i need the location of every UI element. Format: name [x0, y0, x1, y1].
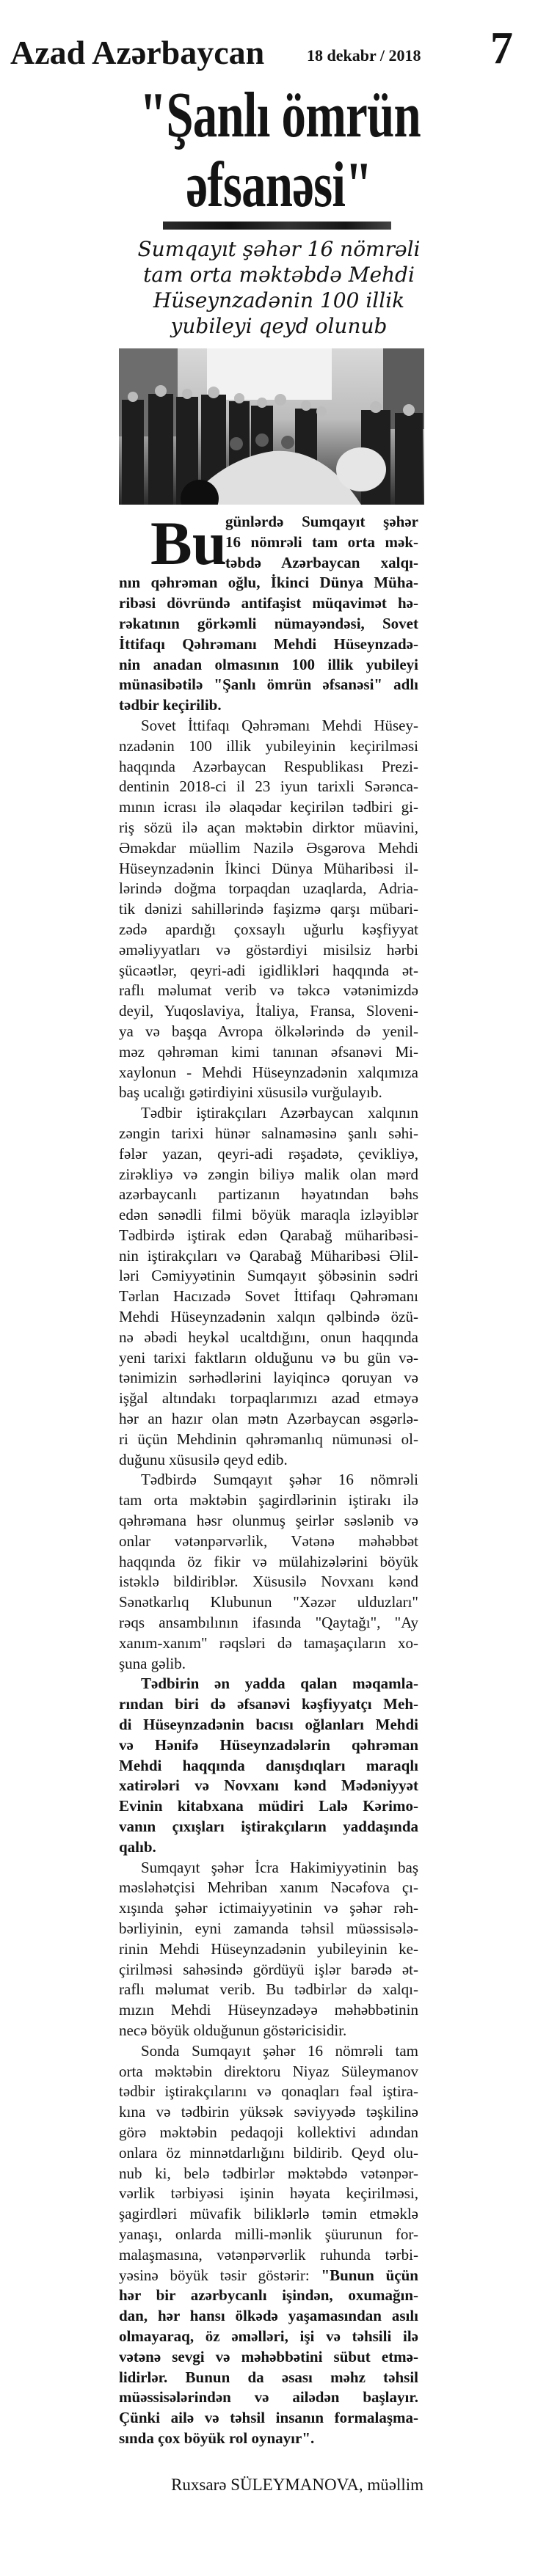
text-line-content: Hüseynzadənin İkinci Dünya Müharibəsi il-	[119, 859, 418, 877]
text-line-content: malaşmasına, vətənpərvərlik ruhunda tərbi-	[119, 2245, 418, 2264]
text-line-content: İttifaqı Qəhrəmanı Mehdi Hüseynzadə-	[119, 634, 418, 653]
text-line	[119, 2204, 418, 2225]
text-line-content: lidirlər. Bunun da əsası məhz təhsil	[119, 2368, 418, 2386]
text-line-content: mının icrası ilə əlaqədar keçirilən tədbiri gi-	[119, 798, 418, 816]
text-line	[119, 573, 418, 593]
text-line-content: Çünki ailə və təhsil insanın formalaşma-	[119, 2409, 418, 2427]
text-line-content: rəqs ansambılının ifasında "Qaytağı", "Ay	[119, 1614, 418, 1632]
text-line-content: tik dənizi sahillərində faşizmə qarşı mübari-	[119, 900, 418, 918]
text-line-content: ləri Cəmiyyətinin Sumqayıt şöbəsinin sədri	[119, 1267, 418, 1285]
text-line-content: Evinin kitabxana müdiri Lalə Kərimo-	[119, 1797, 418, 1815]
paragraph	[119, 1858, 418, 2041]
text-line	[119, 1470, 418, 1490]
text-line-content: Sumqayıt şəhər İcra Hakimiyyətinin baş	[141, 1858, 418, 1876]
text-line	[119, 1144, 418, 1165]
text-line-content: Sonda Sumqayıt şəhər 16 nömrəli tam	[141, 2041, 418, 2060]
text-line	[119, 1165, 418, 1185]
page-number: 7	[490, 23, 513, 73]
text-line-content: yeni tarixi faktların olduğunu və bu gün və-	[119, 1348, 418, 1366]
text-segment: yəsinə böyük təsir göstərir:	[119, 2266, 321, 2284]
text-line	[119, 1103, 418, 1124]
text-line	[119, 1776, 418, 1796]
event-photo	[119, 348, 424, 505]
text-line-content: nin iştirakçıları və Qarabağ Müharibəsi Əlil-	[119, 1246, 418, 1265]
title-separator-bar	[163, 222, 391, 230]
paragraph	[119, 509, 418, 716]
newspaper-name: Azad Azərbaycan	[10, 34, 265, 71]
text-line	[119, 1735, 418, 1756]
text-line	[119, 1960, 418, 1980]
text-line	[119, 1063, 418, 1083]
text-line-content: tədbir iştirakçılarını və qonaqları fəal iştira-	[119, 2082, 418, 2101]
text-line	[119, 1287, 418, 1307]
text-line-content: şagirdləri müvafik biliklərlə təmin etməklə	[119, 2205, 418, 2223]
text-line-content: xatirələri və Novxanı kənd Mədəniyyət	[119, 1777, 418, 1795]
text-line-content: zədə apardığı çoxsaylı uğurlu kəşfiyyat	[119, 920, 418, 938]
text-line	[119, 675, 418, 695]
text-line-content: qalıb.	[119, 1837, 156, 1856]
text-line	[119, 1756, 418, 1777]
text-line	[119, 940, 418, 961]
text-line	[119, 2184, 418, 2204]
text-line	[119, 2347, 418, 2368]
text-line-content: təbdə Azərbaycan xalqı-	[225, 553, 418, 571]
text-line	[119, 2245, 418, 2266]
text-line	[119, 1124, 418, 1144]
text-line-content: hər an hazır olan mətn Azərbaycan əsgərlə-	[119, 1410, 418, 1428]
text-line-content: baş ucalığı gətirdiyini xüsusilə vurğulayıb.	[119, 1083, 382, 1102]
text-line	[119, 2000, 418, 2021]
article-title	[95, 81, 462, 220]
text-line	[119, 2041, 418, 2062]
text-line-content: münasibətilə "Şanlı ömrün əfsanəsi" adlı	[119, 676, 418, 694]
text-line-content: dentinin 2018-ci il 23 iyun tarixli Sərənca-	[119, 777, 418, 796]
text-line-content: Sovet İttifaqı Qəhrəmanı Mehdi Hüsey-	[141, 716, 418, 734]
text-line-content: riş sözü ilə açan məktəbin dirktor müavini,	[119, 818, 418, 836]
text-line	[119, 1633, 418, 1654]
text-line-content: onlar vətənpərvərlik, Vətənə məhəbbət	[119, 1532, 418, 1550]
text-line	[119, 1348, 418, 1369]
text-line-content: olmayaraq, öz əməlləri, işi və təhsili ilə	[119, 2327, 418, 2345]
text-line-content	[119, 2266, 418, 2286]
text-line-content: orta məktəbin direktoru Niyaz Süleymanov	[119, 2062, 418, 2080]
text-line-content: görə məktəbin pedaqoji kollektivi adından	[119, 2123, 418, 2141]
paragraph	[119, 1103, 418, 1470]
text-line-content: və Hənifə Hüseynzadələrin qəhrəman	[119, 1735, 418, 1754]
text-line	[119, 1715, 418, 1735]
text-line-content: onlara öz minnətdarlığını bildirib. Qeyd olu-	[119, 2143, 418, 2162]
text-line	[119, 920, 418, 940]
text-line-content: Tərlan Hacızadə Sovet İttifaqı Qəhrəmanı	[119, 1287, 418, 1306]
text-line	[119, 1532, 418, 1552]
text-line-content: duğunu xüsusilə qeyd edib.	[119, 1450, 288, 1468]
text-line	[119, 961, 418, 981]
issue-date: 18 dekabr / 2018	[307, 46, 421, 65]
article-subtitle	[110, 236, 448, 339]
text-line	[119, 553, 418, 574]
text-line	[119, 1001, 418, 1022]
text-line-content: Tədbirdə iştirak edən Qarabağ müharibəsi-	[119, 1226, 418, 1244]
text-line-content: necə böyük olduğunun göstəricisidir.	[119, 2021, 347, 2039]
text-line	[119, 1572, 418, 1592]
text-line	[119, 1552, 418, 1573]
title-line: "Şanlı ömrün	[139, 80, 421, 151]
drop-cap: Bu	[150, 509, 227, 578]
text-line-content: Sənətkarlıq Klubunun "Xəzər ulduzları"	[119, 1593, 418, 1611]
text-line-content: azərbaycanlı partizanın həyatından bəhs	[119, 1185, 418, 1204]
text-line	[119, 1939, 418, 1960]
text-line-content: tədbir keçirilib.	[119, 696, 222, 714]
text-line	[119, 1083, 418, 1103]
text-line	[119, 1858, 418, 1878]
text-line-content: nzadənin 100 illik yubileyinin keçirilməsi	[119, 736, 418, 755]
text-line	[119, 695, 418, 716]
text-line-content: müəssisələrindən və ailədən başlayır.	[119, 2388, 418, 2407]
text-line-content: vətənə sevgi və məhəbbətini sübut etmə-	[119, 2347, 418, 2365]
text-line	[119, 2387, 418, 2408]
text-line-content: bərliyinin, eyni zamanda təhsil müəssisələ-	[119, 1919, 418, 1937]
text-line	[119, 716, 418, 736]
text-line	[119, 2143, 418, 2164]
text-line-content: çirilməsi sahəsində gördüyü işlər barədə ət-	[119, 1960, 418, 1978]
text-line-content: zəngin tarixi hünər salnaməsinə şanlı səhi-	[119, 1124, 418, 1142]
text-line	[119, 2408, 418, 2429]
text-line-content: edən sənədli filmi böyük maraqla izləyiblər	[119, 1206, 418, 1224]
paragraph	[119, 2041, 418, 2449]
text-line-content: haqqında öz fikir və mülahizələrini böyük	[119, 1552, 418, 1570]
text-line	[119, 533, 418, 553]
text-line-content: di Hüseynzadənin bacısı oğlanları Mehdi	[119, 1716, 418, 1734]
text-line-content: Tədbirdə Sumqayıt şəhər 16 nömrəli	[141, 1471, 418, 1489]
text-line	[119, 2102, 418, 2123]
text-line	[119, 1185, 418, 1205]
text-line-content: deyil, Yuqoslaviya, İtaliya, Fransa, Sloveni-	[119, 1002, 418, 1020]
quote-bold-segment: "Bunun üçün	[321, 2266, 418, 2284]
author-signature: Ruxsarə SÜLEYMANOVA, müəllim	[171, 2476, 423, 2494]
text-line-content: raflı məlumat verib və təkcə vətənimizdə	[119, 981, 418, 1000]
article-body	[119, 509, 418, 2449]
text-line-content: Tədbir iştirakçıları Azərbaycan xalqının	[141, 1104, 418, 1122]
text-line-content: Mehdi Hüseynzadənin xalqın qəlbində özü-	[119, 1308, 418, 1326]
text-line	[119, 1980, 418, 2000]
text-line-content: raflı məlumat verib. Bu tədbirlər də xalqı-	[119, 1980, 418, 1999]
text-line	[119, 2368, 418, 2388]
text-line	[119, 777, 418, 797]
text-line	[119, 2164, 418, 2184]
text-line	[119, 1654, 418, 1675]
text-line	[119, 1613, 418, 1633]
text-line-content: işğal altındakı torpaqlarımızı azad etməyə	[119, 1389, 418, 1408]
text-line	[119, 1511, 418, 1532]
text-line-content: şücaətlər, qeyri-adi igidlikləri haqqında ət-	[119, 961, 418, 979]
text-line	[119, 1837, 418, 1858]
text-line	[119, 1919, 418, 1939]
text-line-content: ri üçün Mehdinin qəhrəmanlıq nümunəsi ol-	[119, 1430, 418, 1448]
text-line	[119, 1266, 418, 1287]
text-line-content: kına və tədbirin yüksək səviyyədə təşkilinə	[119, 2103, 418, 2121]
text-line	[119, 2021, 418, 2041]
text-line	[119, 899, 418, 920]
text-line	[119, 879, 418, 899]
text-line	[119, 1817, 418, 1837]
text-line-content: tənimizin sərhədlərini layiqincə qoruyan və	[119, 1369, 418, 1387]
text-line-content: mızın Mehdi Hüseynzadəyə məhəbbətinin	[119, 2001, 418, 2019]
text-line-content: Tədbirin ən yadda qalan məqamla-	[141, 1675, 418, 1693]
text-line	[119, 1022, 418, 1042]
text-line-content: rinin Mehdi Hüseynzadənin yubileyinin ke-	[119, 1939, 418, 1958]
text-line-content: dan, hər hansı ölkədə yaşamasından asılı	[119, 2307, 418, 2325]
text-line-content: 16 nömrəli tam orta mək-	[225, 533, 418, 551]
text-line-content: nə əbədi heykəl ucaltdığını, onun haqqında	[119, 1328, 418, 1346]
text-line-content: vərlik tərbiyəsi işinin həyata keçirilməsi,	[119, 2184, 418, 2203]
text-line-content: xaylonun - Mehdi Hüseynzadənin xalqımıza	[119, 1063, 418, 1081]
text-line	[119, 593, 418, 614]
text-line	[119, 2123, 418, 2143]
text-line	[119, 1450, 418, 1471]
text-line	[119, 1368, 418, 1388]
text-line-content: lərində doğma torpaqdan uzaqlarda, Adria-	[119, 879, 418, 898]
subtitle-line: Sumqayıt şəhər 16 nömrəli	[137, 237, 421, 261]
text-line	[119, 655, 418, 676]
subtitle-line: yubileyi qeyd olunub	[170, 314, 388, 338]
text-line-content: qəhrəmana həsr olunmuş şeirlər səslənib və	[119, 1512, 418, 1530]
title-line: əfsanəsi"	[186, 150, 372, 221]
text-line-content: rından biri də əfsanəvi kəşfiyyatçı Meh-	[119, 1695, 418, 1713]
text-line-content: məsləhətçisi Mehriban xanım Nəcəfova çı-	[119, 1878, 418, 1897]
text-line	[119, 1328, 418, 1348]
text-line	[119, 2266, 418, 2286]
text-line	[119, 797, 418, 818]
text-line	[119, 757, 418, 777]
text-line	[119, 2225, 418, 2245]
text-line	[119, 1878, 418, 1898]
text-line	[119, 2429, 418, 2449]
text-line-content: əməliyyatları və göstərdiyi misilsiz hərbi	[119, 940, 418, 959]
text-line	[119, 1694, 418, 1715]
text-line-content: yanaşı, onlarda milli-mənlik şüurunun for-	[119, 2225, 418, 2243]
text-line-content: istəklə bildiriblər. Xüsusilə Novxanı kənd	[119, 1573, 418, 1591]
text-line	[119, 1490, 418, 1511]
text-line-content: xışında şəhər ictimaiyyətinin və şəhər rəh-	[119, 1899, 418, 1917]
text-line	[119, 1796, 418, 1817]
text-line	[119, 1226, 418, 1246]
text-line	[119, 1042, 418, 1063]
text-line	[119, 838, 418, 859]
text-line	[119, 614, 418, 634]
text-line	[119, 1388, 418, 1409]
text-line	[119, 512, 418, 533]
paragraph	[119, 1470, 418, 1674]
text-line-content: Mehdi haqqında danışdıqları maraqlı	[119, 1756, 418, 1774]
text-line	[119, 859, 418, 879]
text-line	[119, 981, 418, 1001]
text-line	[119, 736, 418, 757]
text-line-content: nın qəhrəman oğlu, İkinci Dünya Müha-	[119, 574, 418, 592]
text-line	[119, 2062, 418, 2082]
text-line-content: zirəkliyə və zəngin biliyə malik olan mərd	[119, 1165, 418, 1183]
paragraph	[119, 716, 418, 1103]
text-line-content: tam orta məktəbin şagirdlərinin iştirakı ilə	[119, 1491, 418, 1510]
text-line	[119, 2306, 418, 2327]
text-line-content: ya və başqa Avropa ölkələrində də yenil-	[119, 1022, 418, 1040]
text-line-content: fələr yazan, qeyri-adi rəşadətə, çevikliyə,	[119, 1144, 418, 1163]
subtitle-line: tam orta məktəbdə Mehdi	[143, 263, 415, 287]
text-line	[119, 1592, 418, 1613]
text-line	[119, 2082, 418, 2102]
text-line	[119, 818, 418, 838]
subtitle-line: Hüseynzadənin 100 illik	[153, 288, 405, 312]
paragraph	[119, 1674, 418, 1857]
text-line-content: məz qəhrəman kimi tanınan əfsanəvi Mi-	[119, 1042, 418, 1061]
text-line-content: rəkatının görkəmli nümayəndəsi, Sovet	[119, 614, 418, 632]
text-line-content: günlərdə Sumqayıt şəhər	[225, 513, 418, 530]
text-line	[119, 2327, 418, 2347]
text-line-content: nub ki, belə tədbirlər məktəbdə vətənpər-	[119, 2164, 418, 2182]
text-line-content: hər bir azərbycanlı işindən, oxumağın-	[119, 2286, 418, 2305]
text-line	[119, 634, 418, 655]
text-line-content: ribəsi dövründə antifaşist müqavimət hə-	[119, 594, 418, 612]
text-line	[119, 1246, 418, 1267]
text-line	[119, 1674, 418, 1694]
text-line-content: sında çox böyük rol oynayır".	[119, 2429, 315, 2447]
text-line	[119, 2286, 418, 2306]
text-line-content: vanın çıxışları iştirakçıların yaddaşında	[119, 1818, 418, 1835]
text-line-content: haqqında Azərbaycan Respublikası Prezi-	[119, 757, 418, 775]
text-line-content: şuna gəlib.	[119, 1654, 186, 1672]
text-line	[119, 1307, 418, 1328]
text-line-content: Əməkdar müəllim Nazilə Əsgərova Mehdi	[119, 838, 418, 857]
text-line-content: xanım-xanım" rəqsləri də tamaşaçıların xo-	[119, 1633, 418, 1652]
text-line	[119, 1430, 418, 1450]
text-line	[119, 1205, 418, 1226]
text-line-content: nin anadan olmasının 100 illik yubileyi	[119, 655, 418, 673]
text-line	[119, 1409, 418, 1430]
text-line	[119, 1898, 418, 1919]
